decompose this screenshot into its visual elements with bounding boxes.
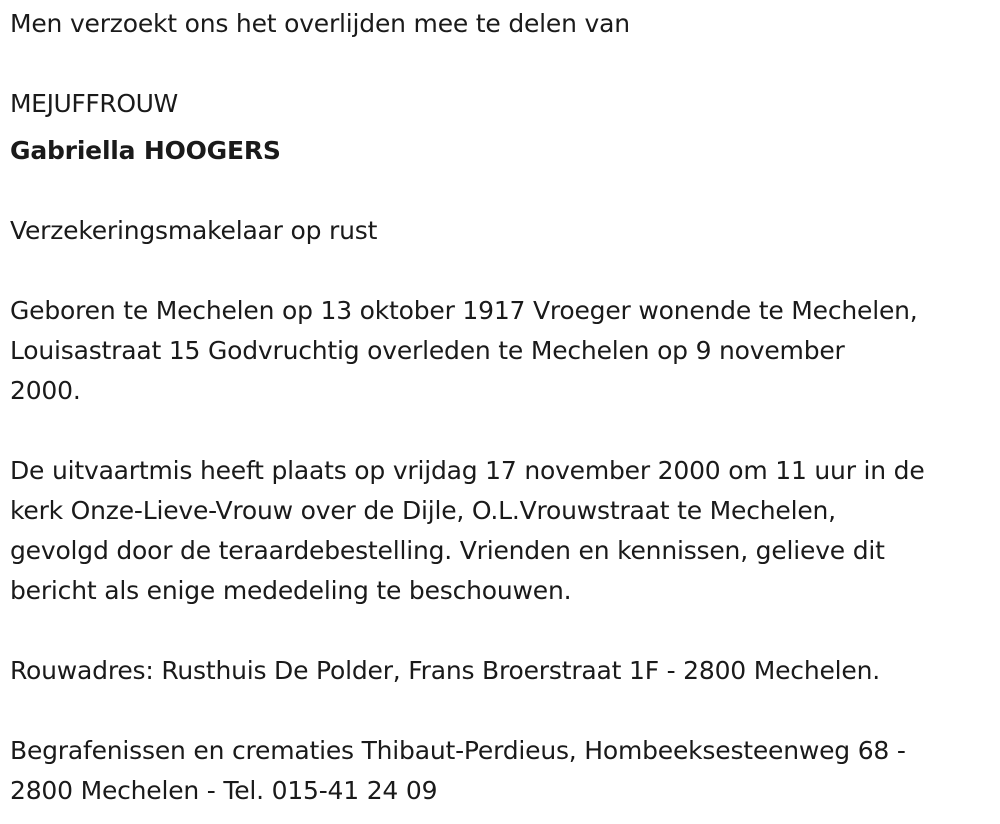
occupation-text: Verzekeringsmakelaar op rust: [10, 216, 378, 245]
paragraph-line: De uitvaartmis heeft plaats op vrijdag 17 november 2000 om 11 uur in de: [10, 456, 925, 485]
birth-death-paragraph: [10, 291, 995, 411]
funeral-paragraph: [10, 451, 995, 611]
paragraph-line: 2000.: [10, 376, 81, 405]
spacer: [10, 251, 995, 291]
paragraph-line: kerk Onze-Lieve-Vrouw over de Dijle, O.L.Vrouwstraat te Mechelen,: [10, 496, 836, 525]
paragraph-line: Louisastraat 15 Godvruchtig overleden te Mechelen op 9 november: [10, 336, 845, 365]
spacer: [10, 691, 995, 731]
mourning-address: Rouwadres: Rusthuis De Polder, Frans Broerstraat 1F - 2800 Mechelen.: [10, 656, 880, 685]
deceased-name: Gabriella HOOGERS: [10, 136, 281, 165]
honorific-title: MEJUFFROUW: [10, 89, 178, 118]
death-notice: [10, 4, 995, 811]
paragraph-line: bericht als enige mededeling te beschouwen.: [10, 576, 572, 605]
spacer: [10, 171, 995, 211]
funeral-home-paragraph: [10, 731, 995, 811]
paragraph-line: Begrafenissen en crematies Thibaut-Perdieus, Hombeeksesteenweg 68 -: [10, 736, 906, 765]
spacer: [10, 44, 995, 84]
paragraph-line: gevolgd door de teraardebestelling. Vrienden en kennissen, gelieve dit: [10, 536, 885, 565]
paragraph-line: Geboren te Mechelen op 13 oktober 1917 Vroeger wonende te Mechelen,: [10, 296, 918, 325]
spacer: [10, 411, 995, 451]
intro-text: Men verzoekt ons het overlijden mee te delen van: [10, 9, 630, 38]
spacer: [10, 611, 995, 651]
paragraph-line: 2800 Mechelen - Tel. 015-41 24 09: [10, 776, 438, 805]
